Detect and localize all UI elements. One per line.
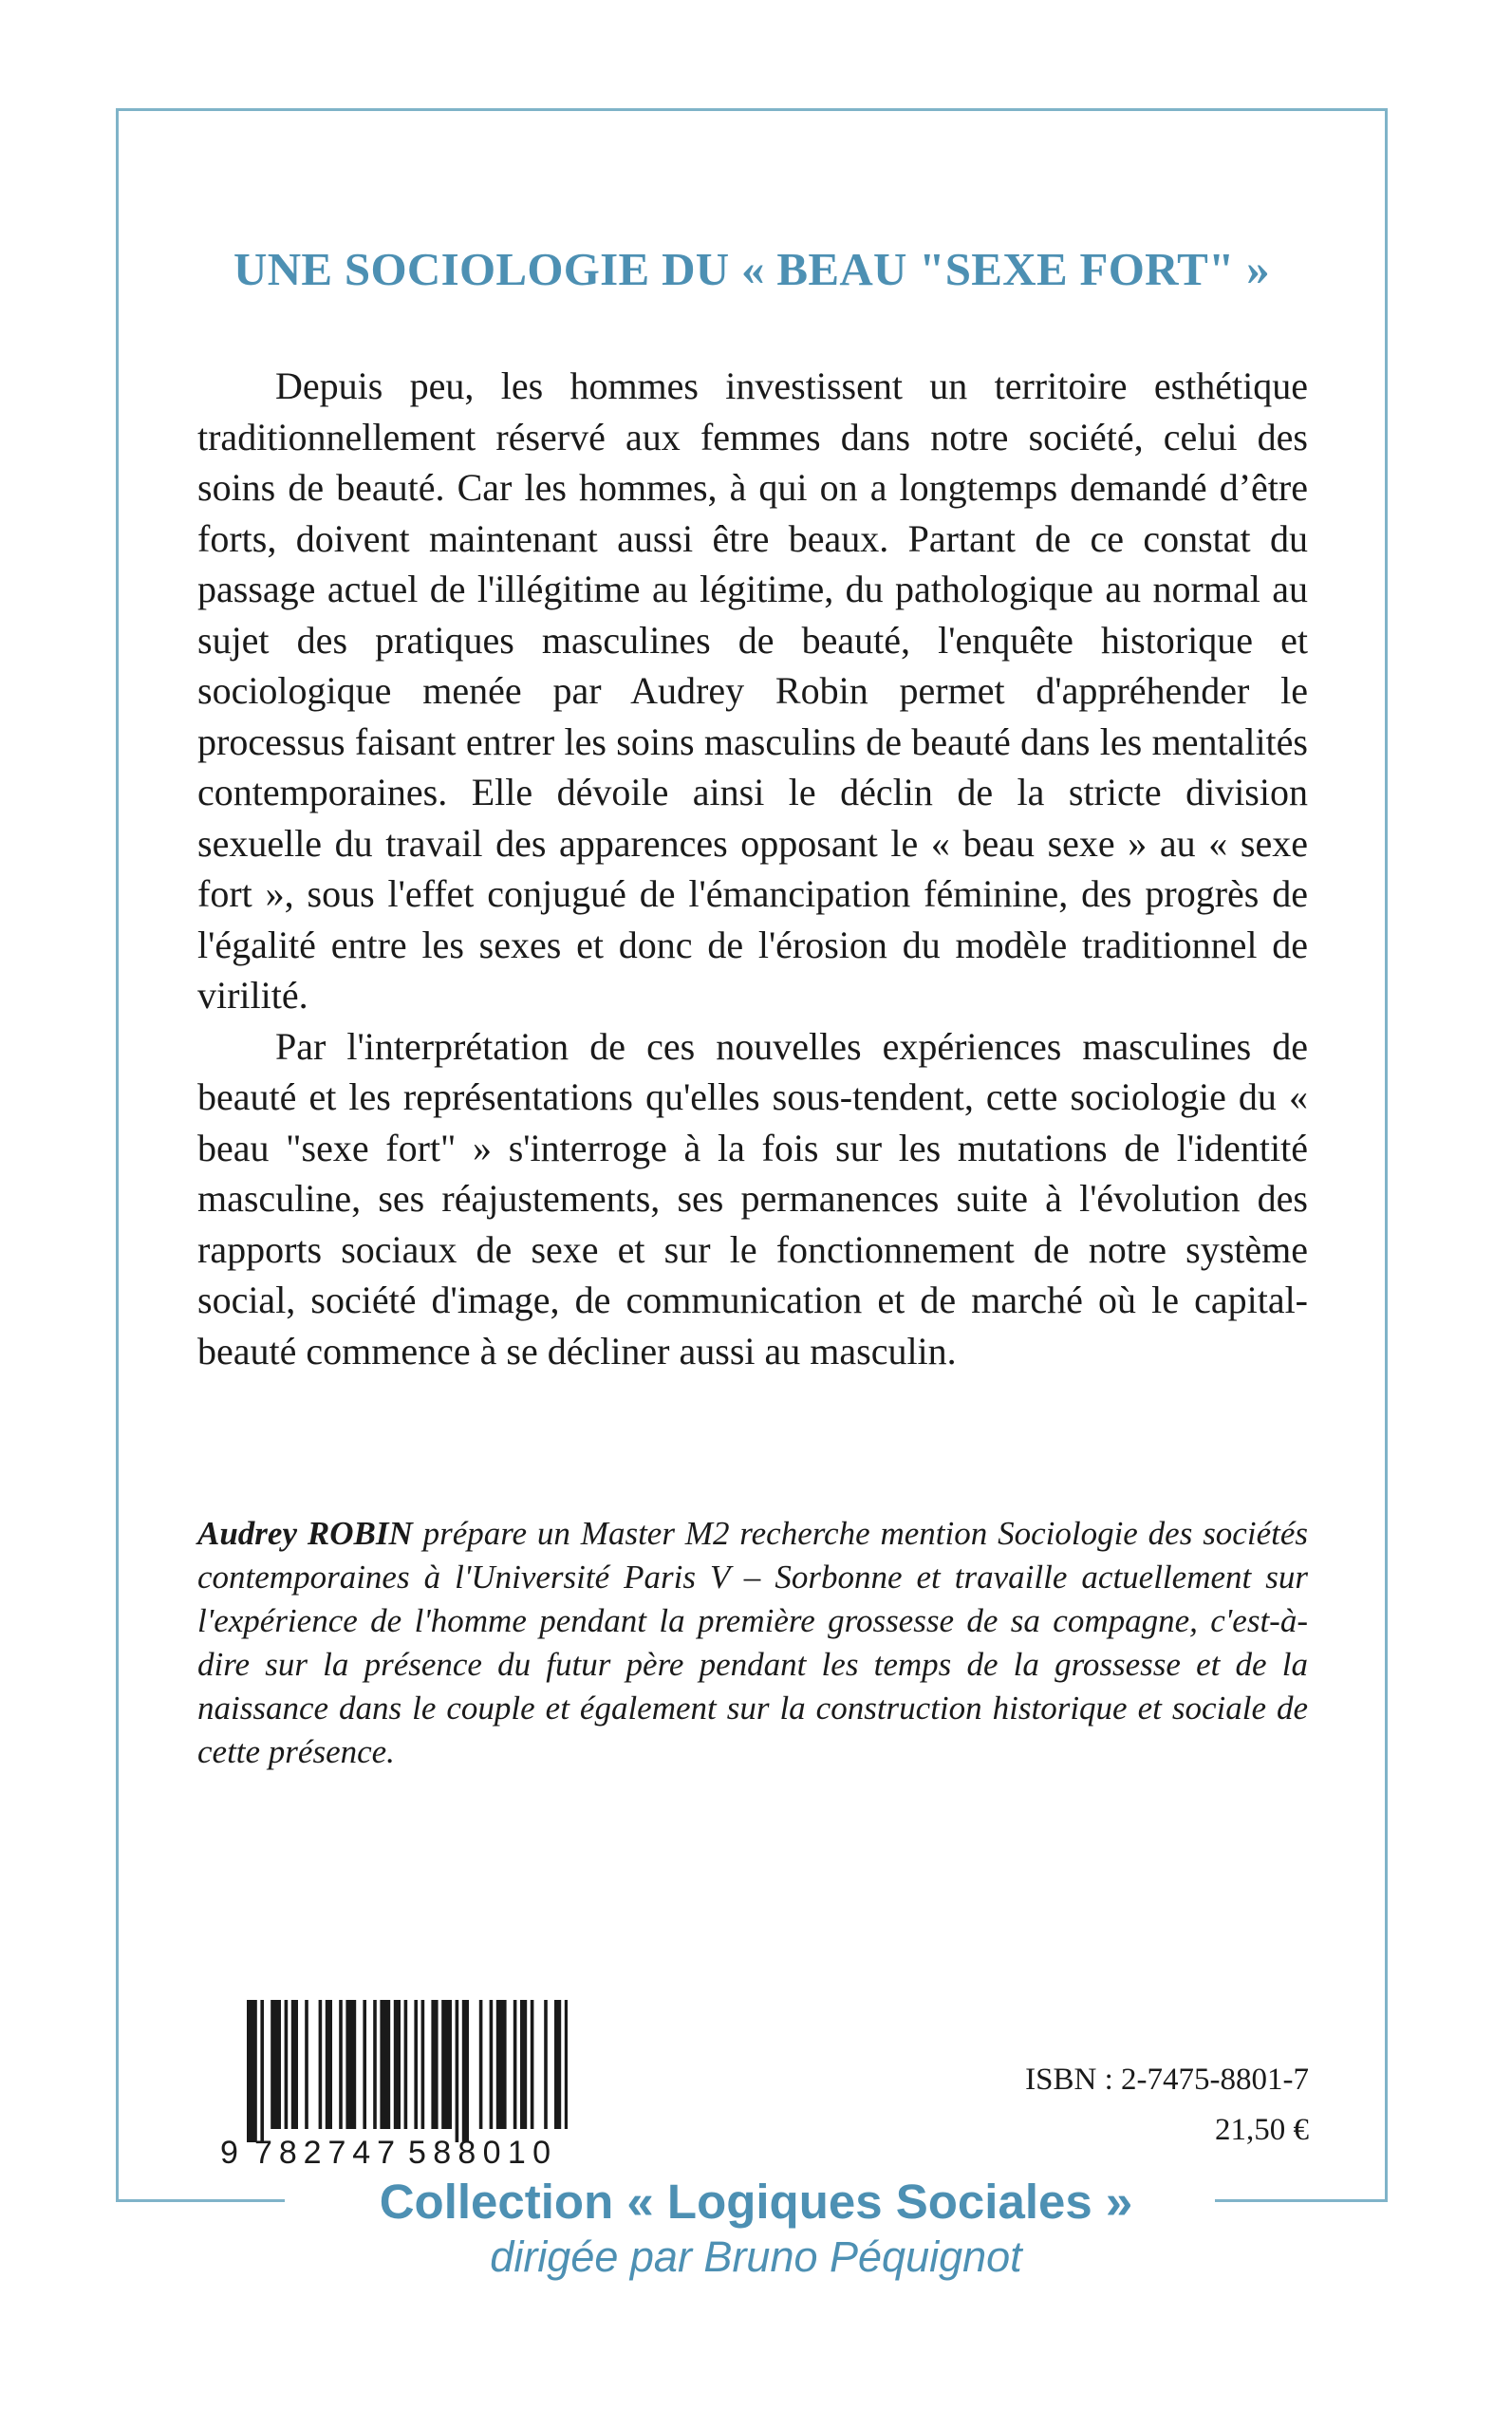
- barcode-bar: [531, 2000, 534, 2129]
- book-title: UNE SOCIOLOGIE DU « BEAU "SEXE FORT" »: [233, 243, 1270, 295]
- barcode-bar: [479, 2000, 483, 2129]
- author-bio: [197, 1512, 1308, 1774]
- barcode-bar: [421, 2000, 425, 2129]
- barcode-bar: [456, 2000, 459, 2142]
- barcode-bar: [544, 2000, 548, 2129]
- barcode-bar: [520, 2000, 527, 2129]
- barcode-bar: [339, 2000, 343, 2129]
- summary-paragraph-2: Par l'interprétation de ces nouvelles expériences masculines de beauté et les représentations qu'elles sous-tendent, cette sociologie du « beau "sexe fort" » s'interroge à la fois sur les mutations de l'identité masculine, ses réajustements, ses permanences suite à l'évolution des rapports sociaux de sexe et sur le fonctionnement de notre système social, société d'image, de communication et de marché où le capital-beauté commence à se décliner aussi au masculin.: [197, 1024, 1308, 1373]
- barcode-bar: [345, 2000, 356, 2129]
- barcode-bar: [326, 2000, 332, 2129]
- barcode-bar: [441, 2000, 452, 2129]
- price: 21,50 €: [1215, 2113, 1309, 2147]
- barcode-bar: [462, 2000, 469, 2142]
- barcode-bar: [496, 2000, 507, 2129]
- barcode-bar: [431, 2000, 438, 2129]
- barcode-digits-group2: 588010: [408, 2135, 551, 2171]
- barcode-bar: [291, 2000, 298, 2129]
- author-name: Audrey ROBIN: [197, 1515, 413, 1552]
- barcode-bar: [363, 2000, 366, 2129]
- barcode-bar: [490, 2000, 494, 2129]
- barcode-bar: [285, 2000, 289, 2129]
- barcode-bar: [414, 2000, 418, 2129]
- barcode-bar: [394, 2000, 401, 2129]
- barcode-bar: [554, 2000, 561, 2129]
- isbn: ISBN : 2-7475-8801-7: [1025, 2063, 1309, 2097]
- barcode-digits-group1: 782747: [254, 2135, 395, 2171]
- barcode-bar: [271, 2000, 281, 2129]
- barcode-bar: [260, 2000, 264, 2142]
- barcode-bar: [404, 2000, 408, 2129]
- collection-director: dirigée par Bruno Péquignot: [490, 2232, 1022, 2281]
- barcode-bar: [319, 2000, 323, 2129]
- barcode-bar: [513, 2000, 517, 2129]
- barcode-bars: [247, 2000, 568, 2142]
- summary-paragraph-1: Depuis peu, les hommes investissent un territoire esthétique traditionnellement réservé aux femmes dans notre société, celui des soins de beauté. Car les hommes, à qui on a longtemps demandé d’être forts, doivent maintenant aussi être beaux. Partant de ce constat du passage actuel de l'illégitime au légitime, du pathologique au normal au sujet des pratiques masculines de beauté, l'enquête historique et sociologique menée par Audrey Robin permet d'appréhender le processus faisant entrer les soins masculins de beauté dans les mentalités contemporaines. Elle dévoile ainsi le déclin de la stricte division sexuelle du travail des apparences opposant le « beau sexe » au « sexe fort », sous l'effet conjugué de l'émancipation féminine, des progrès de l'égalité entre les sexes et donc de l'érosion du modèle traditionnel de virilité.: [197, 364, 1308, 1017]
- barcode-digit-first: 9: [220, 2135, 238, 2171]
- barcode-bar: [373, 2000, 377, 2129]
- barcode-bar: [380, 2000, 390, 2129]
- barcode: [218, 2000, 568, 2171]
- barcode-bar: [565, 2000, 568, 2129]
- author-bio-text: prépare un Master M2 recherche mention Sociologie des sociétés contemporaines à l'Université Paris V – Sorbonne et travaille actuellement sur l'expérience de l'homme pendant la première grossesse de sa compagne, c'est-à-dire sur la présence du futur père pendant les temps de la grossesse et de la naissance dans le couple et également sur la construction historique et sociale de cette présence.: [197, 1515, 1308, 1770]
- barcode-bar: [247, 2000, 257, 2142]
- collection-name: Collection « Logiques Sociales »: [379, 2175, 1133, 2229]
- back-cover-summary: [197, 361, 1308, 1376]
- barcode-bar: [305, 2000, 308, 2129]
